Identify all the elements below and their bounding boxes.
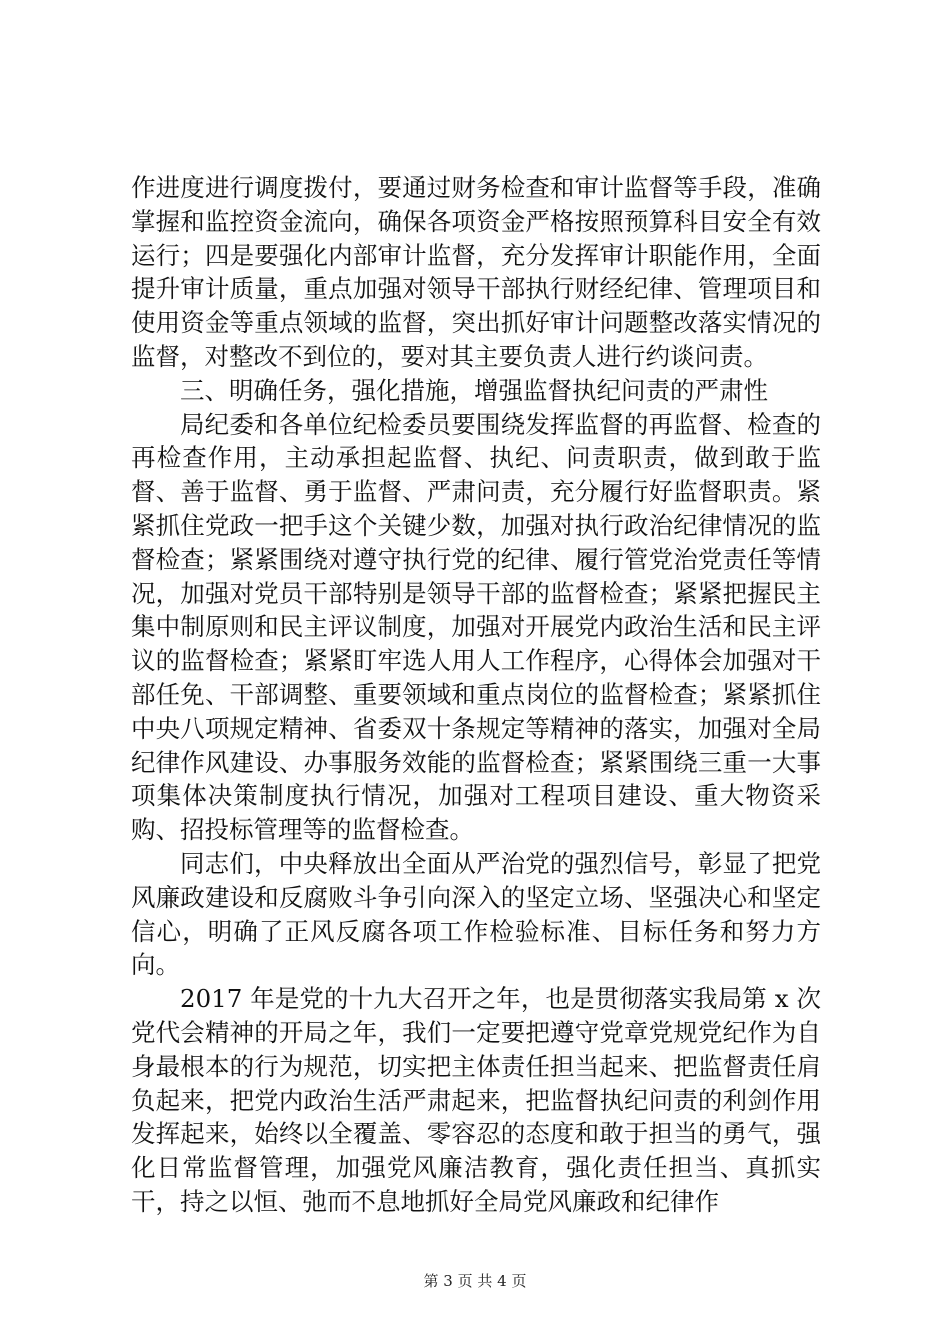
page-number-footer: 第 3 页 共 4 页: [423, 1272, 527, 1290]
paragraph-2017: 2017 年是党的十九大召开之年，也是贯彻落实我局第 x 次党代会精神的开局之年，我们一定要把遵守党章党规党纪作为自身最根本的行为规范，切实把主体责任担当起来、把监督责任肩负起来，把党内政治生活严肃起来，把监督执纪问责的利剑作用发挥起来，始终以全覆盖、零容忍的态度和敢于担当的勇气，强化日常监督管理，加强党风廉洁教育，强化责任担当、真抓实干，持之以恒、弛而不息地抓好全局党风廉政和纪律作: [131, 984, 821, 1216]
paragraph-discipline-inspection: 局纪委和各单位纪检委员要围绕发挥监督的再监督、检查的再检查作用，主动承担起监督、执纪、问责职责，做到敢于监督、善于监督、勇于监督、严肃问责，充分履行好监督职责。紧紧抓住党政一把手这个关键少数，加强对执行政治纪律情况的监督检查；紧紧围绕对遵守执行党的纪律、履行管党治党责任等情况，加强对党员干部特别是领导干部的监督检查；紧紧把握民主集中制原则和民主评议制度，加强对开展党内政治生活和民主评议的监督检查；紧紧盯牢选人用人工作程序，心得体会加强对干部任免、干部调整、重要领域和重点岗位的监督检查；紧紧抓住中央八项规定精神、省委双十条规定等精神的落实，加强对全局纪律作风建设、办事服务效能的监督检查；紧紧围绕三重一大事项集体决策制度执行情况，加强对工程项目建设、重大物资采购、招投标管理等的监督检查。: [131, 409, 821, 845]
paragraph-audit-supervision: 作进度进行调度拨付，要通过财务检查和审计监督等手段，准确掌握和监控资金流向，确保各项资金严格按照预算科目安全有效运行；四是要强化内部审计监督，充分发挥审计职能作用，全面提升审计质量，重点加强对领导干部执行财经纪律、管理项目和使用资金等重点领域的监督，突出抓好审计问题整改落实情况的监督，对整改不到位的，要对其主要负责人进行约谈问责。: [131, 173, 821, 371]
paragraph-comrades: 同志们，中央释放出全面从严治党的强烈信号，彰显了把党风廉政建设和反腐败斗争引向深入的坚定立场、坚强决心和坚定信心，明确了正风反腐各项工作检验标准、目标任务和努力方向。: [131, 848, 821, 980]
document-body: [131, 171, 821, 1219]
section-heading-three: 三、明确任务，强化措施，增强监督执纪问责的严肃性: [180, 375, 768, 405]
